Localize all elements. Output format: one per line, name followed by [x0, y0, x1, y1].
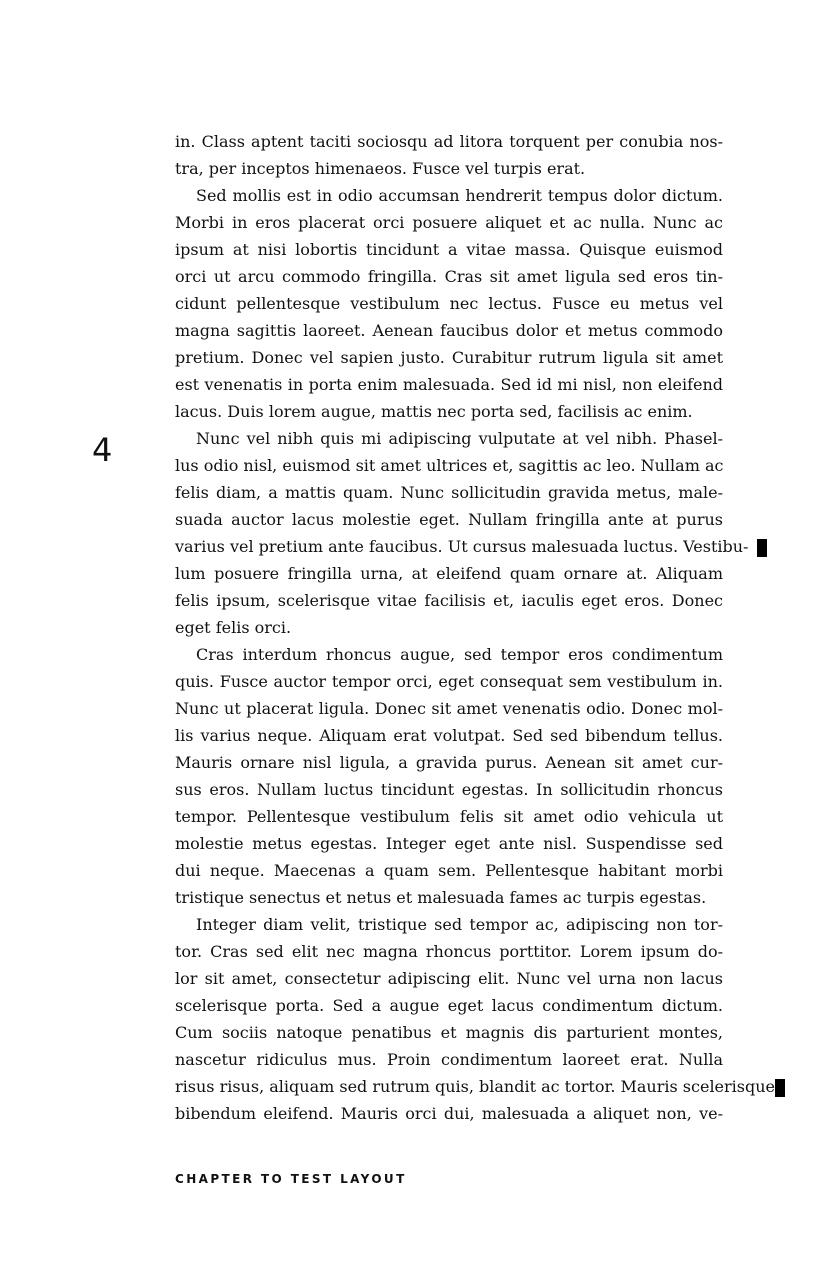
text-line: sus eros. Nullam luctus tincidunt egestas. In sollicitudin rhoncus: [175, 780, 723, 799]
text-line: lor sit amet, consectetur adipiscing elit. Nunc vel urna non lacus: [175, 969, 723, 988]
overfull-box-marker: [775, 1079, 785, 1097]
text-line: pretium. Donec vel sapien justo. Curabitur rutrum ligula sit amet: [175, 348, 723, 367]
text-line: ipsum at nisi lobortis tincidunt a vitae massa. Quisque euismod: [175, 240, 723, 259]
text-line: orci ut arcu commodo fringilla. Cras sit amet ligula sed eros tin-: [175, 267, 723, 286]
text-line: nascetur ridiculus mus. Proin condimentum laoreet erat. Nulla: [175, 1050, 723, 1069]
text-line: Cras interdum rhoncus augue, sed tempor eros condimentum: [196, 645, 723, 664]
text-line: tra, per inceptos himenaeos. Fusce vel turpis erat.: [175, 159, 586, 178]
text-line: Cum sociis natoque penatibus et magnis dis parturient montes,: [175, 1023, 723, 1042]
text-line-overfull: varius vel pretium ante faucibus. Ut cursus malesuada luctus. Vestibu-: [175, 537, 749, 556]
text-line: magna sagittis laoreet. Aenean faucibus dolor et metus commodo: [175, 321, 723, 340]
text-line: Integer diam velit, tristique sed tempor ac, adipiscing non tor-: [196, 915, 723, 934]
text-line: Nunc vel nibh quis mi adipiscing vulputate at vel nibh. Phasel-: [196, 429, 723, 448]
text-line: lis varius neque. Aliquam erat volutpat. Sed sed bibendum tellus.: [175, 726, 723, 745]
text-line: est venenatis in porta enim malesuada. Sed id mi nisl, non eleifend: [175, 375, 723, 394]
text-line: molestie metus egestas. Integer eget ante nisl. Suspendisse sed: [175, 834, 723, 853]
text-line: dui neque. Maecenas a quam sem. Pellentesque habitant morbi: [175, 861, 723, 880]
text-line: tristique senectus et netus et malesuada fames ac turpis egestas.: [175, 888, 707, 907]
text-line: Morbi in eros placerat orci posuere aliquet et ac nulla. Nunc ac: [175, 213, 723, 232]
text-line: felis diam, a mattis quam. Nunc sollicitudin gravida metus, male-: [175, 483, 723, 502]
text-line: Nunc ut placerat ligula. Donec sit amet venenatis odio. Donec mol-: [175, 699, 723, 718]
text-line: felis ipsum, scelerisque vitae facilisis et, iaculis eget eros. Donec: [175, 591, 723, 610]
text-line: lum posuere fringilla urna, at eleifend quam ornare at. Aliquam: [175, 564, 723, 583]
text-line: bibendum eleifend. Mauris orci dui, malesuada a aliquet non, ve-: [175, 1104, 723, 1123]
text-line: tor. Cras sed elit nec magna rhoncus porttitor. Lorem ipsum do-: [175, 942, 723, 961]
text-line: suada auctor lacus molestie eget. Nullam fringilla ante at purus: [175, 510, 723, 529]
text-line: Mauris ornare nisl ligula, a gravida purus. Aenean sit amet cur-: [175, 753, 723, 772]
overfull-box-marker: [757, 539, 767, 557]
text-line: eget felis orci.: [175, 618, 292, 637]
text-line: quis. Fusce auctor tempor orci, eget consequat sem vestibulum in.: [175, 672, 723, 691]
text-line: scelerisque porta. Sed a augue eget lacus condimentum dictum.: [175, 996, 723, 1015]
running-footer: CHAPTER TO TEST LAYOUT: [175, 1172, 407, 1186]
text-line: cidunt pellentesque vestibulum nec lectus. Fusce eu metus vel: [175, 294, 723, 313]
body-text: [175, 128, 776, 1127]
text-line: in. Class aptent taciti sociosqu ad litora torquent per conubia nos-: [175, 132, 723, 151]
page-number: 4: [92, 431, 113, 469]
text-line-overfull: risus risus, aliquam sed rutrum quis, blandit ac tortor. Mauris scelerisque: [175, 1077, 776, 1096]
text-line: lacus. Duis lorem augue, mattis nec porta sed, facilisis ac enim.: [175, 402, 693, 421]
text-line: Sed mollis est in odio accumsan hendrerit tempus dolor dictum.: [196, 186, 723, 205]
text-line: tempor. Pellentesque vestibulum felis sit amet odio vehicula ut: [175, 807, 723, 826]
text-line: lus odio nisl, euismod sit amet ultrices et, sagittis ac leo. Nullam ac: [175, 456, 724, 475]
